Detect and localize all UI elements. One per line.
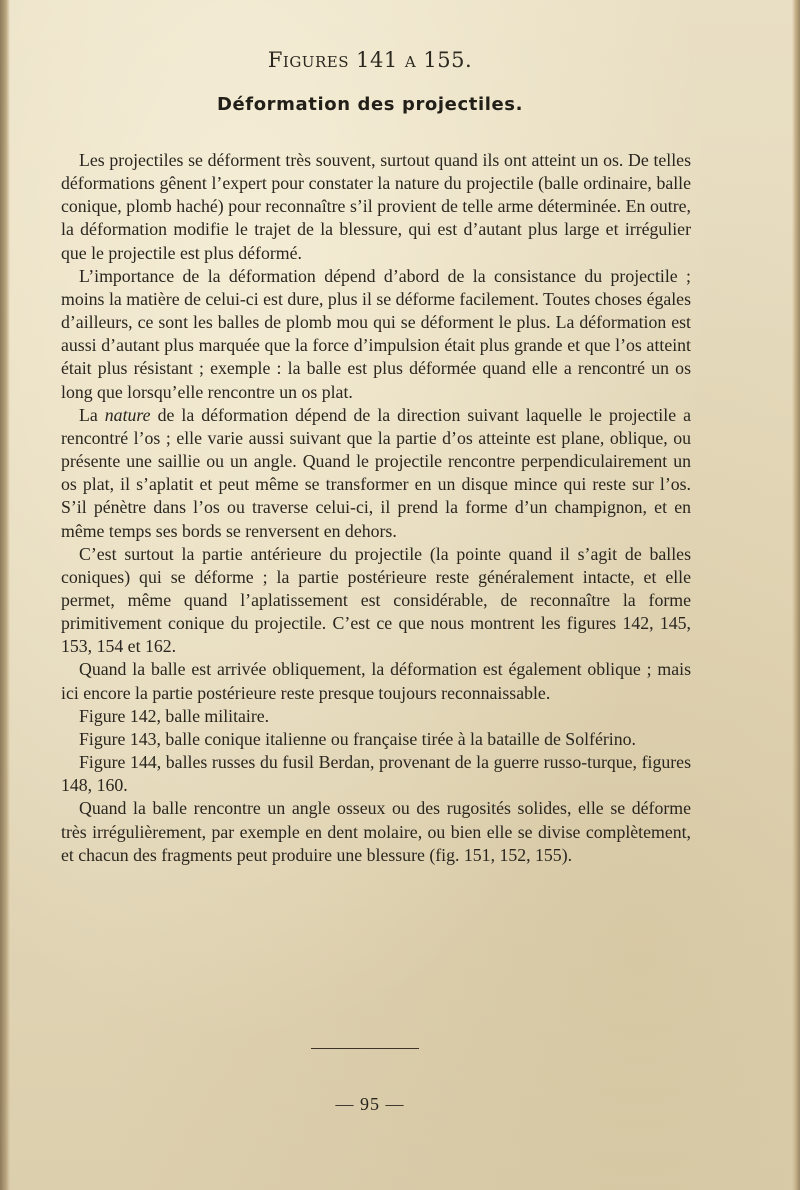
page-left-edge-shadow (0, 0, 10, 1190)
emphasis: nature (104, 404, 151, 425)
paragraph: Quand la balle rencontre un angle osseux ou des rugosités solides, elle se déforme très irrégulièrement, par exemple en dent molaire, ou bien elle se divise complètement, et chacun des fragments peut produire une blessure (fig. 151, 152, 155). (61, 798, 691, 865)
paragraph: Figure 144, balles russes du fusil Berdan, provenant de la guerre russo-turque, figures 148, 160. (61, 752, 691, 796)
body-text (61, 149, 691, 867)
paragraph: Figure 143, balle conique italienne ou française tirée à la bataille de Solférino. (79, 728, 636, 749)
paragraph: L’importance de la déformation dépend d’abord de la consistance du projectile ; moins la matière de celui-ci est dure, plus il se déforme facilement. Toutes choses égales d’ailleurs, ce sont les balles de plomb mou qui se déforment le plus. La déformation est aussi d’autant plus marquée que la force d’impulsion était plus grande et que l’os atteint était plus résistant ; exemple : la balle est plus déformée quand elle a rencontré un os long que lorsqu’elle rencontre un os plat. (61, 265, 691, 402)
paragraph: La nature de la déformation dépend de la direction suivant laquelle le projectile a rencontré l’os ; elle varie aussi suivant que la partie d’os atteinte est plane, oblique, ou présente une saillie ou un angle. Quand le projectile rencontre perpendiculairement un os plat, il s’aplatit et peut même se transformer en un disque mince qui reste sur l’os. S’il pénètre dans l’os ou traverse celui-ci, il prend la forme d’un champignon, et en même temps ses bords se renversent en dehors. (61, 404, 691, 541)
paragraph: Figure 142, balle militaire. (79, 705, 270, 726)
paragraph: Quand la balle est arrivée obliquement, la déformation est également oblique ; mais ici encore la partie postérieure reste presque toujours reconnaissable. (61, 659, 691, 703)
paragraph: C’est surtout la partie antérieure du projectile (la pointe quand il s’agit de balles coniques) qui se déforme ; la partie postérieure reste généralement intacte, et elle permet, même quand l’aplatissement est considérable, de reconnaître la forme primitivement conique du projectile. C’est ce que nous montrent les figures 142, 145, 153, 154 et 162. (61, 543, 691, 657)
running-head: Figures 141 a 155. (267, 48, 473, 72)
paragraph: Les projectiles se déforment très souvent, surtout quand ils ont atteint un os. De telles déformations gênent l’expert pour constater la nature du projectile (balle ordinaire, balle conique, plomb haché) pour reconnaître s’il provient de telle arme déterminée. En outre, la déformation modifie le trajet de la blessure, qui est d’autant plus large et irrégulier que le projectile est plus déformé. (61, 150, 691, 263)
section-title: Déformation des projectiles. (216, 94, 524, 115)
page-number: — 95 — (335, 1094, 405, 1114)
section-divider (311, 1048, 419, 1049)
page-right-edge-shadow (792, 0, 800, 1190)
